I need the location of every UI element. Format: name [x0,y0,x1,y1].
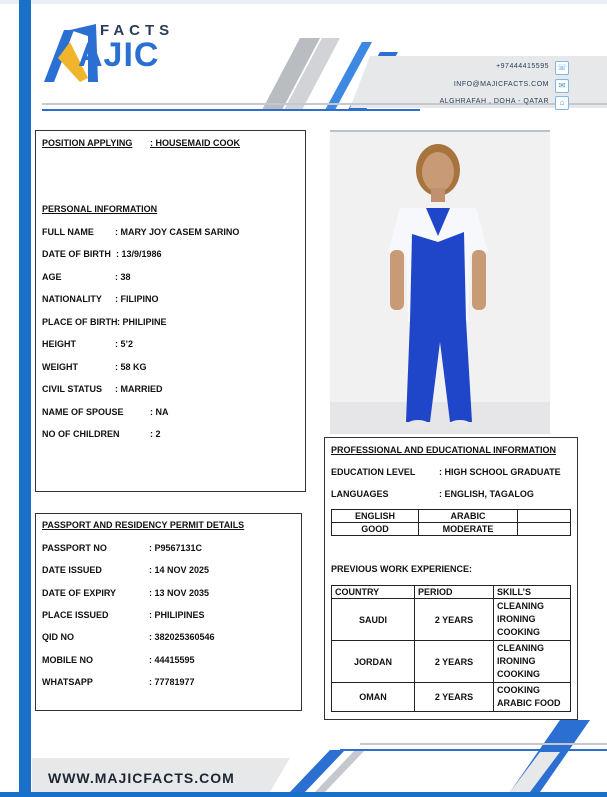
nationality-value: : FILIPINO [115,294,159,304]
full-name-label: FULL NAME [42,227,94,237]
professional-section-title: PROFESSIONAL AND EDUCATIONAL INFORMATION [331,445,556,455]
age-value: : 38 [115,272,131,282]
skill-item: COOKING [497,669,541,679]
languages-label: LANGUAGES [331,489,389,499]
work-skills [494,641,571,683]
date-issued-value: : 14 NOV 2025 [149,565,210,575]
contact-address: ALGHRAFAH , DOHA - QATAR [439,98,549,105]
children-value: : 2 [150,429,161,439]
education-label: EDUCATION LEVEL [331,467,416,477]
dob-label: DATE OF BIRTH [42,249,111,259]
passport-no-label: PASSPORT NO [42,543,107,553]
candidate-photo [330,130,550,434]
person-illustration [330,132,550,434]
lang-level-empty [518,523,571,536]
table-row [332,599,571,641]
email-icon: ✉ [555,79,569,93]
passport-section-title: PASSPORT AND RESIDENCY PERMIT DETAILS [42,520,245,530]
lang-header-empty [518,510,571,523]
phone-icon: ☏ [555,61,569,75]
skill-item: CLEANING [497,601,544,611]
passport-box [35,513,302,711]
work-country: SAUDI [332,599,415,641]
place-issued-label: PLACE ISSUED [42,610,109,620]
personal-section-title: PERSONAL INFORMATION [42,204,158,214]
spouse-label: NAME OF SPOUSE [42,407,124,417]
spouse-value: : NA [150,407,169,417]
work-period: 2 YEARS [415,599,494,641]
date-issued-label: DATE ISSUED [42,565,102,575]
work-period: 2 YEARS [415,683,494,712]
skill-item: COOKING [497,627,541,637]
dob-value: : 13/9/1986 [116,249,162,259]
pob-value: : PHILIPINE [117,317,167,327]
work-country: JORDAN [332,641,415,683]
education-value: : HIGH SCHOOL GRADUATE [439,467,561,477]
whatsapp-value: : 77781977 [149,677,195,687]
table-row [332,641,571,683]
place-issued-value: : PHILIPINES [149,610,205,620]
work-skills [494,599,571,641]
lang-header-arabic: ARABIC [419,510,518,523]
passport-no-value: : P9567131C [149,543,203,553]
age-label: AGE [42,272,62,282]
work-header-period: PERIOD [415,586,494,599]
civil-status-value: : MARRIED [115,384,163,394]
qid-label: QID NO [42,632,75,642]
professional-info-box [324,437,578,720]
skill-item: IRONING [497,656,536,666]
languages-value: : ENGLISH, TAGALOG [439,489,534,499]
children-label: NO OF CHILDREN [42,429,120,439]
full-name-value: : MARY JOY CASEM SARINO [115,227,240,237]
height-label: HEIGHT [42,339,77,349]
work-header-country: COUNTRY [332,586,415,599]
work-country: OMAN [332,683,415,712]
date-expiry-value: : 13 NOV 2035 [149,588,210,598]
skill-item: CLEANING [497,643,544,653]
logo-main-text: AJIC [78,36,160,74]
lang-level-arabic: MODERATE [419,523,518,536]
civil-status-label: CIVIL STATUS [42,384,103,394]
mobile-label: MOBILE NO [42,655,93,665]
pob-label: PLACE OF BIRTH [42,317,118,327]
skill-item: COOKING [497,685,541,695]
footer-website[interactable]: WWW.MAJICFACTS.COM [48,770,235,786]
contact-phone: +97444415595 [496,63,549,70]
language-level-table [331,509,571,536]
home-icon: ⌂ [555,96,569,110]
qid-value: : 382025360546 [149,632,215,642]
weight-value: : 58 KG [115,362,147,372]
lang-header-english: ENGLISH [332,510,419,523]
weight-label: WEIGHT [42,362,78,372]
contact-email: INFO@MAJICFACTS.COM [453,81,549,88]
date-expiry-label: DATE OF EXPIRY [42,588,117,598]
position-value: : HOUSEMAID COOK [150,138,240,148]
logo-facts-text: FACTS [100,22,175,39]
work-period: 2 YEARS [415,641,494,683]
position-label: POSITION APPLYING [42,138,133,148]
work-experience-table [331,585,571,712]
skill-item: ARABIC FOOD [497,698,561,708]
nationality-label: NATIONALITY [42,294,102,304]
mobile-value: : 44415595 [149,655,195,665]
work-header-skills: SKILL’S [494,586,571,599]
table-row [332,586,571,599]
skill-item: IRONING [497,614,536,624]
lang-level-english: GOOD [332,523,419,536]
work-experience-title: PREVIOUS WORK EXPERIENCE: [331,564,473,574]
whatsapp-label: WHATSAPP [42,677,93,687]
personal-info-box [35,130,306,492]
height-value: : 5’2 [115,339,134,349]
